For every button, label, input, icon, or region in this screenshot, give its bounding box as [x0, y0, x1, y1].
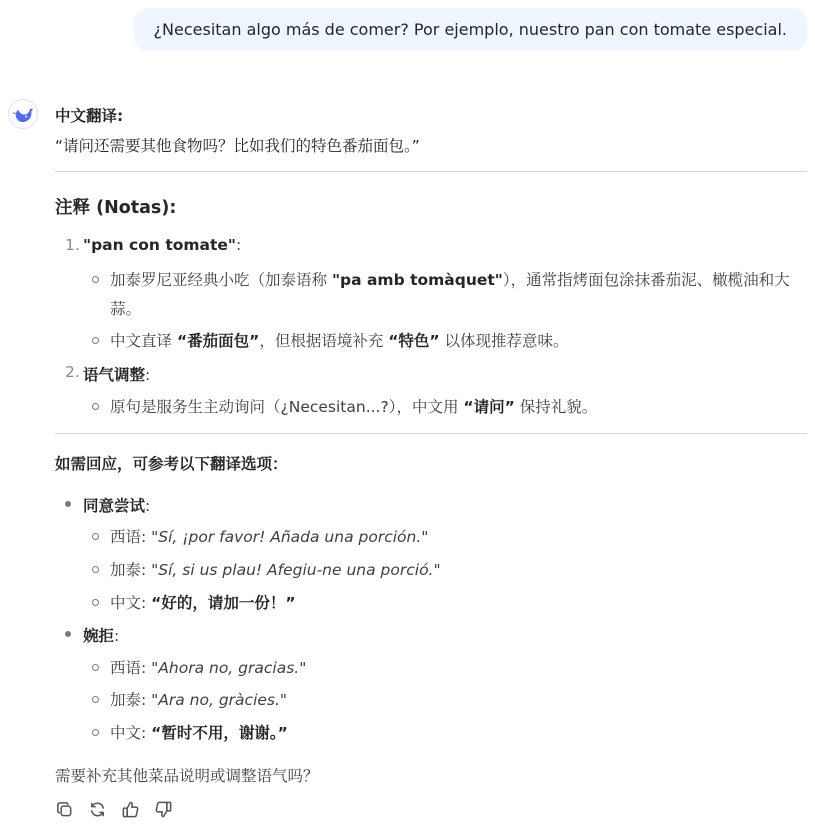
closing-question: 需要补充其他菜品说明或调整语气吗？: [55, 767, 319, 785]
list-number: 1.: [65, 236, 80, 254]
option-item-label: 西语:: [110, 659, 152, 677]
option-item-text: "Ahora no, gracias.": [151, 659, 307, 677]
note-sub-text: 中文直译: [110, 332, 177, 350]
option-item-text: "Sí, si us plau! Afegiu-ne una porció.": [151, 561, 441, 579]
bullet-circle: [92, 696, 99, 703]
option-item: [110, 591, 296, 613]
option-item-text: “好的，请加一份！”: [151, 594, 296, 612]
assistant-avatar: [8, 99, 38, 129]
regenerate-icon: [88, 800, 107, 819]
note-sub-continuation: 蒜。: [110, 300, 142, 318]
bullet-circle: [92, 566, 99, 573]
whale-logo-icon: [12, 105, 34, 123]
note-colon: :: [145, 366, 151, 384]
bullet-circle: [92, 664, 99, 671]
option-item-label: 加泰:: [110, 561, 152, 579]
note-title: [83, 363, 150, 385]
note-sub-text: 以体现推荐意味。: [439, 332, 569, 350]
bullet-dot: [65, 631, 71, 637]
option-item: [110, 558, 441, 580]
option-item-label: 西语:: [110, 528, 152, 546]
notes-heading: 注释 (Notas):: [55, 198, 177, 218]
note-sub-bold: “请问”: [463, 398, 515, 416]
option-item-text: "Ara no, gràcies.": [151, 691, 288, 709]
copy-icon: [55, 800, 74, 819]
note-sub-text: ，但根据语境补充: [259, 332, 389, 350]
divider: [55, 433, 807, 434]
note-colon: :: [236, 236, 242, 254]
message-actions: [55, 800, 173, 819]
option-item-text: “暂时不用，谢谢。”: [151, 724, 288, 742]
bullet-circle: [92, 337, 99, 344]
user-message-text: ¿Necesitan algo más de comer? Por ejemplo, nuestro pan con tomate especial.: [153, 20, 787, 39]
option-item-label: 中文:: [110, 724, 152, 742]
bullet-circle: [92, 729, 99, 736]
note-sub-line: [110, 268, 790, 290]
note-title-text: 语气调整: [83, 366, 146, 384]
bullet-circle: [92, 533, 99, 540]
note-sub-text: 原句是服务生主动询问（¿Necesitan...?），中文用: [110, 398, 464, 416]
note-sub-text: 保持礼貌。: [514, 398, 598, 416]
option-title-text: 同意尝试: [83, 497, 146, 515]
bullet-circle: [92, 599, 99, 606]
option-colon: :: [114, 627, 120, 645]
thumbs-down-button[interactable]: [154, 800, 173, 819]
regenerate-button[interactable]: [88, 800, 107, 819]
option-item: [110, 721, 288, 743]
options-heading: 如需回应，可参考以下翻译选项：: [55, 455, 288, 473]
option-title-text: 婉拒: [83, 627, 115, 645]
option-item-text: "Sí, ¡por favor! Añada una porción.": [151, 528, 429, 546]
bullet-dot: [65, 501, 71, 507]
copy-button[interactable]: [55, 800, 74, 819]
list-number: 2.: [65, 363, 80, 381]
user-message-bubble: [134, 8, 807, 51]
thumbs-up-icon: [121, 800, 140, 819]
translation-text: “请问还需要其他食物吗？比如我们的特色番茄面包。”: [55, 137, 420, 155]
bullet-circle: [92, 276, 99, 283]
note-sub-text: 加泰罗尼亚经典小吃（加泰语称: [110, 271, 332, 289]
note-sub-text: ），通常指烤面包涂抹番茄泥、橄榄油和大: [502, 271, 790, 289]
note-title-text: "pan con tomate": [83, 236, 236, 254]
bullet-circle: [92, 403, 99, 410]
note-sub-bold: “番茄面包”: [176, 332, 260, 350]
translation-heading: 中文翻译:: [55, 107, 124, 125]
note-sub-line: [110, 329, 569, 351]
option-item-label: 中文:: [110, 594, 152, 612]
option-item: [110, 525, 428, 547]
note-sub-bold: “特色”: [388, 332, 440, 350]
option-title: [83, 624, 119, 646]
option-item: [110, 656, 306, 678]
note-title: [83, 236, 241, 254]
thumbs-up-button[interactable]: [121, 800, 140, 819]
option-colon: :: [145, 497, 151, 515]
note-sub-line: [110, 395, 597, 417]
note-sub-bold: "pa amb tomàquet": [331, 271, 503, 289]
thumbs-down-icon: [154, 800, 173, 819]
option-item: [110, 688, 287, 710]
divider: [55, 171, 807, 172]
option-item-label: 加泰:: [110, 691, 152, 709]
option-title: [83, 494, 150, 516]
